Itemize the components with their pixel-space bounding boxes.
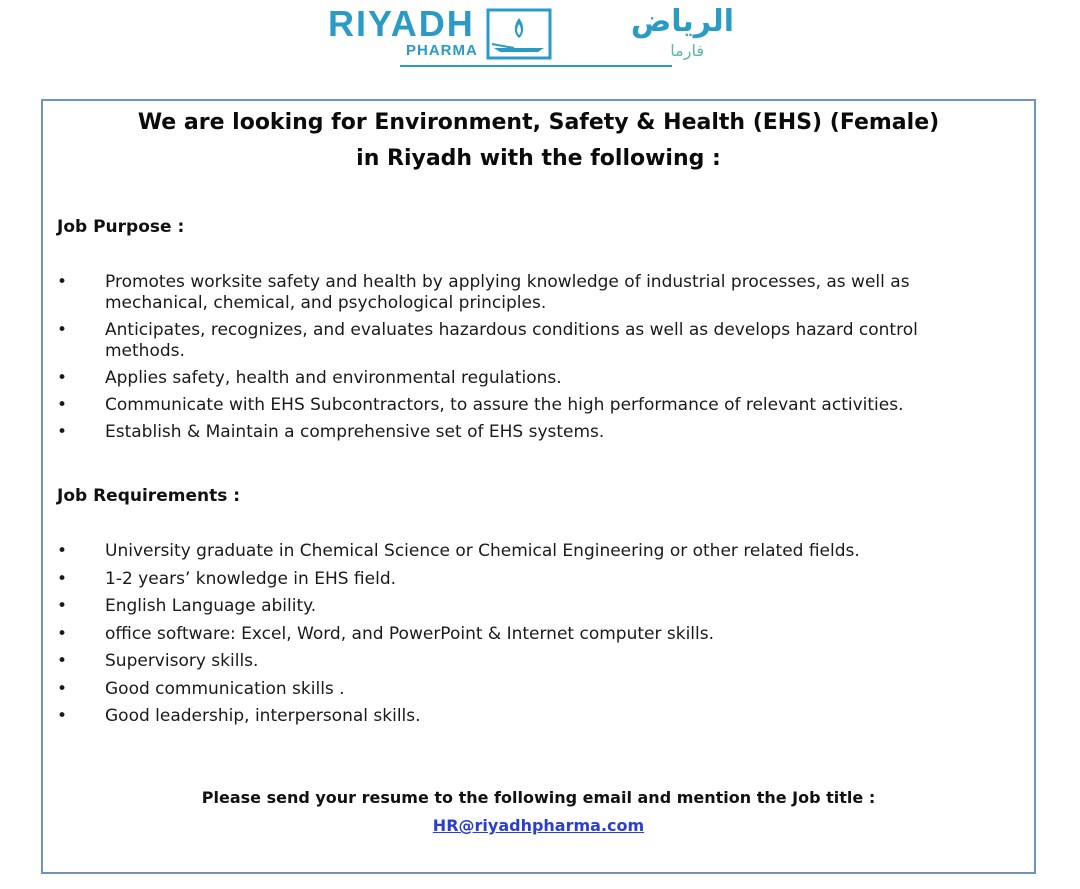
logo-underline — [400, 65, 672, 67]
heading-line-1: We are looking for Environment, Safety & Health (EHS) (Female) — [137, 110, 940, 135]
company-logo — [320, 2, 740, 70]
bullet-icon: • — [57, 706, 68, 726]
logo-arabic — [564, 2, 734, 62]
logo-sub-ar: فارما — [670, 41, 704, 60]
list-item: • University graduate in Chemical Science or Chemical Engineering or other related fields. — [57, 541, 860, 561]
bullet-icon: • — [57, 320, 68, 340]
list-item: • Supervisory skills. — [57, 651, 259, 671]
list-item: • office software: Excel, Word, and PowerPoint & Internet computer skills. — [57, 623, 715, 644]
list-item: • Good communication skills . — [57, 678, 345, 699]
bullet-icon: • — [57, 596, 68, 616]
email-link[interactable]: HR@riyadhpharma.com — [432, 816, 645, 835]
bullet-icon: • — [57, 651, 68, 671]
flame-lamp-icon — [486, 8, 552, 60]
logo-english — [328, 2, 478, 66]
logo-name-en: RIYADH — [328, 3, 475, 44]
bullet-icon: • — [57, 541, 68, 561]
bullet-icon: • — [57, 623, 68, 644]
email-container — [43, 815, 1034, 837]
job-purpose-title: Job Purpose : — [57, 217, 185, 237]
heading-line-2: in Riyadh with the following : — [356, 146, 721, 171]
list-item: • Applies safety, health and environmental regulations. — [57, 368, 562, 388]
job-requirements-title: Job Requirements : — [57, 486, 241, 506]
logo-name-ar: الرياض — [630, 4, 734, 39]
list-item: • Communicate with EHS Subcontractors, to assure the high performance of relevant activities. — [57, 395, 904, 415]
bullet-icon: • — [57, 422, 68, 442]
job-requirements-list — [55, 541, 995, 734]
job-posting-frame — [41, 99, 1036, 874]
bullet-icon: • — [57, 272, 68, 292]
application-instruction: Please send your resume to the following email and mention the Job title : — [201, 788, 876, 807]
bullet-icon: • — [57, 678, 68, 699]
bullet-icon: • — [57, 368, 68, 388]
list-item: • Promotes worksite safety and health by applying knowledge of industrial processes, as well as mechanical, chemical, and psychological principles. — [57, 272, 910, 313]
list-item: • Anticipates, recognizes, and evaluates hazardous conditions as well as develops hazard control methods. — [57, 320, 918, 361]
list-item: • Establish & Maintain a comprehensive set of EHS systems. — [57, 422, 605, 442]
job-heading — [43, 105, 1034, 177]
list-item: • Good leadership, interpersonal skills. — [57, 706, 421, 726]
list-item: • English Language ability. — [57, 596, 317, 616]
job-purpose-list — [55, 272, 995, 449]
bullet-icon: • — [57, 568, 68, 589]
list-item: • 1-2 years’ knowledge in EHS field. — [57, 568, 397, 589]
logo-sub-en: PHARMA — [406, 42, 478, 59]
bullet-icon: • — [57, 395, 68, 415]
